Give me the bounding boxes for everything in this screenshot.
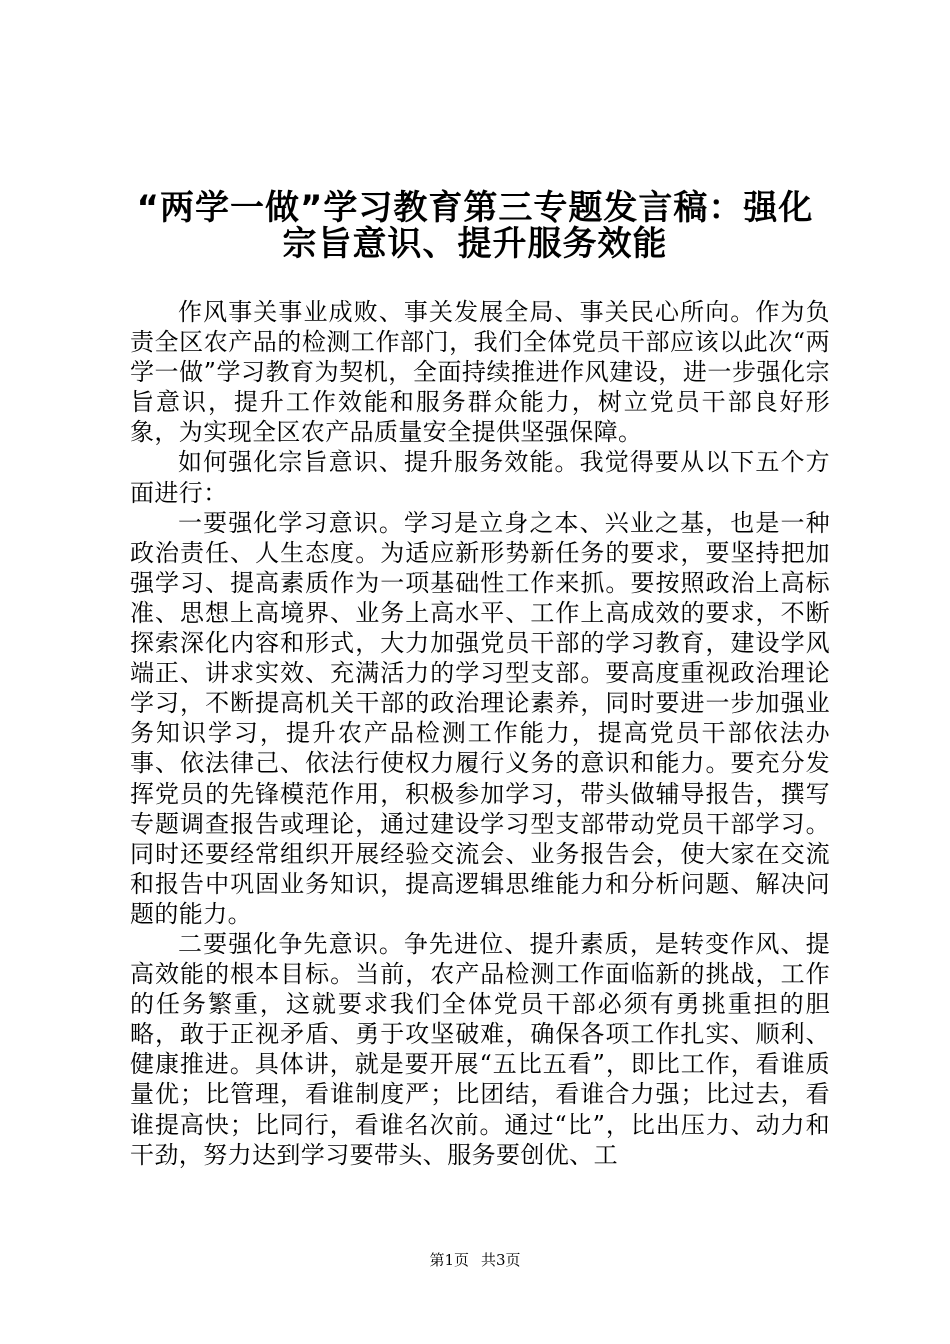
page-footer: [0, 1250, 950, 1270]
document-title-line-1: “两学一做”学习教育第三专题发言稿：强化: [136, 188, 814, 228]
document-body: [130, 297, 830, 1170]
paragraph-point-two: 二要强化争先意识。争先进位、提升素质，是转变作风、提高效能的根本目标。当前，农产品检测工作面临新的挑战，工作的任务繁重，这就要求我们全体党员干部必须有勇挑重担的胆略，敢于正视矛盾、勇于攻坚破难，确保各项工作扎实、顺利、健康推进。具体讲，就是要开展“五比五看”，即比工作，看谁质量优；比管理，看谁制度严；比团结，看谁合力强；比过去，看谁提高快；比同行，看谁名次前。通过“比”，比出压力、动力和干劲，努力达到学习要带头、服务要创优、工: [130, 929, 830, 1169]
paragraph-point-one: 一要强化学习意识。学习是立身之本、兴业之基，也是一种政治责任、人生态度。为适应新形势新任务的要求，要坚持把加强学习、提高素质作为一项基础性工作来抓。要按照政治上高标准、思想上高境界、业务上高水平、工作上高成效的要求，不断探索深化内容和形式，大力加强党员干部的学习教育，建设学风端正、讲求实效、充满活力的学习型支部。要高度重视政治理论学习，不断提高机关干部的政治理论素养，同时要进一步加强业务知识学习，提升农产品检测工作能力，提高党员干部依法办事、依法律己、依法行使权力履行义务的意识和能力。要充分发挥党员的先锋模范作用，积极参加学习，带头做辅导报告，撰写专题调查报告或理论，通过建设学习型支部带动党员干部学习。同时还要经常组织开展经验交流会、业务报告会，使大家在交流和报告中巩固业务知识，提高逻辑思维能力和分析问题、解决问题的能力。: [130, 508, 830, 928]
document-title-line-2: 宗旨意识、提升服务效能: [282, 224, 668, 264]
page-number-current: 第1页: [429, 1251, 469, 1269]
paragraph-question: 如何强化宗旨意识、提升服务效能。我觉得要从以下五个方面进行：: [130, 448, 830, 507]
page-number-total: 共3页: [481, 1251, 521, 1269]
paragraph-intro: 作风事关事业成败、事关发展全局、事关民心所向。作为负责全区农产品的检测工作部门，我们全体党员干部应该以此次“两学一做”学习教育为契机，全面持续推进作风建设，进一步强化宗旨意识，提升工作效能和服务群众能力，树立党员干部良好形象，为实现全区农产品质量安全提供坚强保障。: [130, 298, 830, 447]
